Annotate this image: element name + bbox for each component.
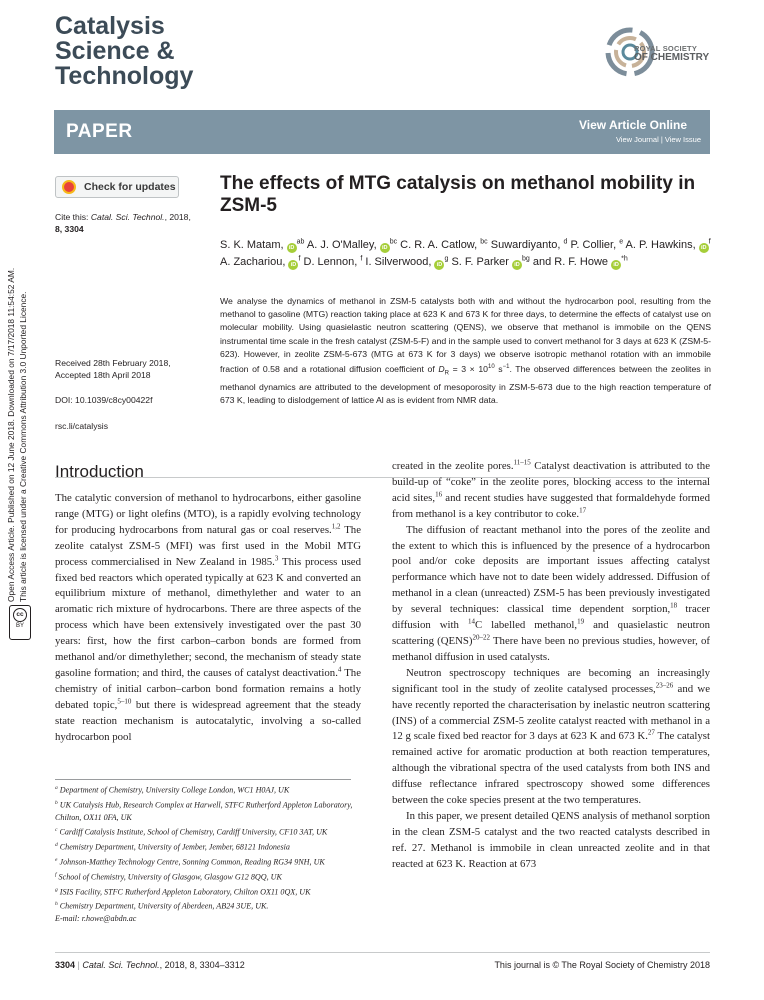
orcid-icon[interactable]: iD [611,260,621,270]
author-affiliation-mark[interactable]: ab [296,238,305,245]
body-paragraph: The catalytic conversion of methanol to hydrocarbons, either gasoline range (MTG) or light olefins (MTO), is a rapidly evolving technology for producing hydrocarbons from natural gas or coal reserves.$^{1,2}$ The zeolite catalyst ZSM-5 (MFI) was first used in the Mobil MTG process commercialised in New Zealand in 1985.$^3$ This process used fixed bed reactors which operated typically at 623 K and converted an equilibrium mixture of methanol, dimethylether and water to an aromatic rich mixture of hydrocarbons. There are three aspects of the process which have been extensively investigated over the past 30 years: first, how the first carbon–carbon bonds are formed from methanol and/or dimethylether; second, the mechanism of steady state gasoline formation; and third, the causes of catalyst deactivation.$^4$ The chemistry of initial carbon–carbon bond formation remains a hotly debated topic,$^{5-10}$ but there is widespread agreement that the steady state reaction mechanism is autocatalytic, involving a so-called hydrocarbon pool [55,492,361,743]
page-number: 3304 [55,960,76,970]
view-article-online-link[interactable]: View Article Online [578,118,687,132]
affiliation: $^a$ Department of Chemistry, University College London, WC1 H0AJ, UK [55,785,290,795]
author: and R. F. Howe $iD^{*h}$ [532,255,628,269]
publisher-line: OF CHEMISTRY [634,52,710,63]
open-access-side-text [5,172,29,602]
affiliation-mark: a [55,785,58,791]
author-affiliation-mark[interactable]: bc [389,238,398,245]
citation-block [55,211,191,235]
cite-details: , 2018, [164,212,191,222]
article-type-banner [54,110,710,154]
affiliation: $^f$ School of Chemistry, University of Glasgow, Glasgow G12 8QQ, UK [55,871,282,882]
orcid-icon[interactable]: iD [288,260,298,270]
check-for-updates-label: Check for updates [84,181,176,193]
body-column-right [392,459,710,873]
footer-divider [55,952,710,953]
footnote-divider [55,779,351,780]
affiliation-mark: b [55,799,58,806]
crossmark-icon [62,180,76,194]
author-affiliation-mark[interactable]: f [298,255,301,263]
orcid-icon[interactable]: iD [699,243,709,253]
check-for-updates-button[interactable] [55,176,179,198]
journal-title-line: Technology [55,62,194,90]
abstract: We analyse the dynamics of methanol in ZSM-5 catalysts both with and without the hydrocarbon pool, resulting from the methanol to gasoline (MTG) reaction taking place at 623 K and 673 K for three days, to determine the effects of catalyst use on molecular mobility. Using quasielastic neutron scattering (QENS), we observe that methanol is immobile on the QENS instrumental time scale in the fresh catalyst (ZSM-5-F) and in the sample used to convert methanol for 3 days at 623 K (ZSM-5-623). However, in zeolite ZSM-5-673 (MTG at 673 K for 3 days) we observe isotropic methanol rotation with an immobile fraction of 0.58 and a rotational diffusion coefficient of $D_R = 3 \times 10^{10}$ $s^{-1}$. The observed differences between the zeolites in methanol dynamics are attributed to the development of mesoporosity in ZSM-5-673 due to the high reaction temperature of 673 K, leading to dislodgement of lattice Al as is evident from NMR data. [220,296,711,406]
accepted-date: Accepted 18th April 2018 [55,370,151,380]
author-affiliation-mark[interactable]: *h [621,255,628,263]
journal-site-link[interactable]: rsc.li/catalysis [55,421,109,431]
side-text-line: Open Access Article. Published on 12 June 2018. Downloaded on 7/17/2018 11:54:52 AM. [6,267,16,602]
footer-separator: | [77,960,80,970]
publisher-line: ROYAL SOCIETY [634,44,698,53]
orcid-icon[interactable]: iD [287,243,297,253]
author: Suwardiyanto, $^d$ [490,238,568,251]
author-affiliation-mark[interactable]: bg [521,255,530,263]
affiliation-mark: f [55,871,57,878]
article-type-label: PAPER [66,121,133,142]
body-paragraph: In this paper, we present detailed QENS analysis of methanol sorption in the clean ZSM-5 catalyst and the two reacted catalysts described in ref. 27. Methanol is immobile in clean unreacted zeolite and in that reacted at 623 K. Reaction at 673 [392,809,710,870]
author-list [220,235,720,270]
author: I. Silverwood, $iD^g$ [365,255,449,269]
cite-journal: Catal. Sci. Technol. [90,212,165,222]
affiliation-mark: d [55,841,58,848]
body-paragraph: created in the zeolite pores.$^{11-15}$ Catalyst deactivation is attributed to the build-up of “coke” in the zeolite pores, blocking access to the internal acid sites,$^{16}$ and recent studies have suggested that formaldehyde formed from methanol is a key contributor to coke.$^{17}$ [392,458,710,520]
dates-block [55,357,171,381]
orcid-icon[interactable]: iD [434,260,444,270]
author: A. J. O'Malley, $iD^{bc}$ [306,238,398,251]
article-title: The effects of MTG catalysis on methanol mobility in ZSM-5 [220,173,696,216]
author: A. Zachariou, $iD^f$ [220,255,301,269]
author: D. Lennon, $^f$ [303,255,363,269]
cc-by-label: BY [15,623,24,629]
author: P. Collier, $^e$ [570,238,624,251]
author-affiliation-mark[interactable]: e [619,238,624,245]
affiliation: $^e$ Johnson-Matthey Technology Centre, Sonning Common, Reading RG34 9NH, UK [55,856,325,867]
affiliation-mark: e [55,856,58,863]
journal-title [55,14,275,89]
cc-license-icon[interactable] [9,605,31,640]
received-date: Received 28th February 2018, [55,358,171,368]
author-affiliation-mark[interactable]: d [563,238,568,245]
footer-journal: Catal. Sci. Technol. [82,960,160,970]
body-paragraph: The diffusion of reactant methanol into the pores of the zeolite and the extent to which this is influenced by the presence of a hydrocarbon pool and/or coke deposits are important issues affecting catalyst performance which have not to date been widely addressed. Diffusion of methanol in a clean (unreacted) ZSM-5 has been previously investigated by several techniques: classical time dependent sorption,$^{18}$ tracer diffusion with $^{14}$C labelled methanol,$^{19}$ and quasielastic neutron scattering (QENS)$^{20-22}$ There have been no previous studies, however, of methanol diffusion in used catalysts. [392,523,710,663]
body-paragraph: Neutron spectroscopy techniques are becoming an increasingly significant tool in the study of zeolite catalysed processes,$^{23-26}$ and we have recently reported the characterisation by inelastic neutron scattering (INS) of a commercial ZSM-5 zeolite catalyst reacted with methanol in a 12 g scale fixed bed reactor for 3 days at 623 K and 673 K.$^{27}$ The catalyst remained active for aromatic production at both reaction temperatures, although the vibrational spectra of the used catalysts from both INS and diffuse reflectance infrared spectroscopy showed some differences between the coke species present at the two temperatures. [392,666,711,807]
author: S. K. Matam, $iD^{ab}$ [220,238,305,251]
orcid-icon[interactable]: iD [512,260,522,270]
publisher-name [634,44,709,62]
affiliations [55,782,355,926]
cite-label: Cite this: [55,212,89,222]
cite-volume: 8, 3304 [55,224,84,234]
affiliation-mark: g [55,886,58,893]
affiliation: $^h$ Chemistry Department, University of Aberdeen, AB24 3UE, UK. [55,901,269,912]
author-affiliation-mark[interactable]: bc [480,238,488,245]
cc-icon: cc [13,608,27,622]
side-text-line[interactable]: This article is licensed under a Creative Commons Attribution 3.0 Unported Licence. [18,291,28,602]
orcid-icon[interactable]: iD [380,243,390,253]
affiliation: $^b$ UK Catalysis Hub, Research Complex at Harwell, STFC Rutherford Appleton Laboratory, Chilton, OX11 0FA, UK [55,799,353,822]
journal-title-line: Catalysis [55,12,165,40]
body-column-left [55,491,361,746]
author: S. F. Parker $iD^{bg}$ [451,255,530,269]
journal-title-line: Science & [55,37,175,65]
author-affiliation-mark[interactable]: g [444,255,449,263]
corresponding-email[interactable]: E-mail: r.howe@abdn.ac [55,914,137,924]
view-journal-issue-links[interactable]: View Journal | View Issue [615,135,701,144]
affiliation: $^d$ Chemistry Department, University of Jember, Jember, 68121 Indonesia [55,841,290,852]
section-heading: Introduction [55,462,144,481]
footer-copyright: This journal is © The Royal Society of Chemistry 2018 [494,960,710,970]
affiliation-mark: h [55,901,58,908]
author-affiliation-mark[interactable]: f [360,255,363,263]
author: C. R. A. Catlow, $^{bc}$ [400,238,488,251]
author: A. P. Hawkins, $iD^f$ [625,238,711,251]
doi[interactable]: DOI: 10.1039/c8cy00422f [55,395,153,405]
affiliation: $^g$ ISIS Facility, STFC Rutherford Appleton Laboratory, Chilton OX11 0QX, UK [55,886,311,897]
affiliation-mark: c [55,826,58,833]
author-affiliation-mark[interactable]: f [708,238,711,245]
footer-citation [55,960,245,970]
affiliation: $^c$ Cardiff Catalysis Institute, School of Chemistry, Cardiff University, CF10 3AT, UK [55,826,328,837]
footer-citation-details: , 2018, 8, 3304–3312 [159,960,245,970]
